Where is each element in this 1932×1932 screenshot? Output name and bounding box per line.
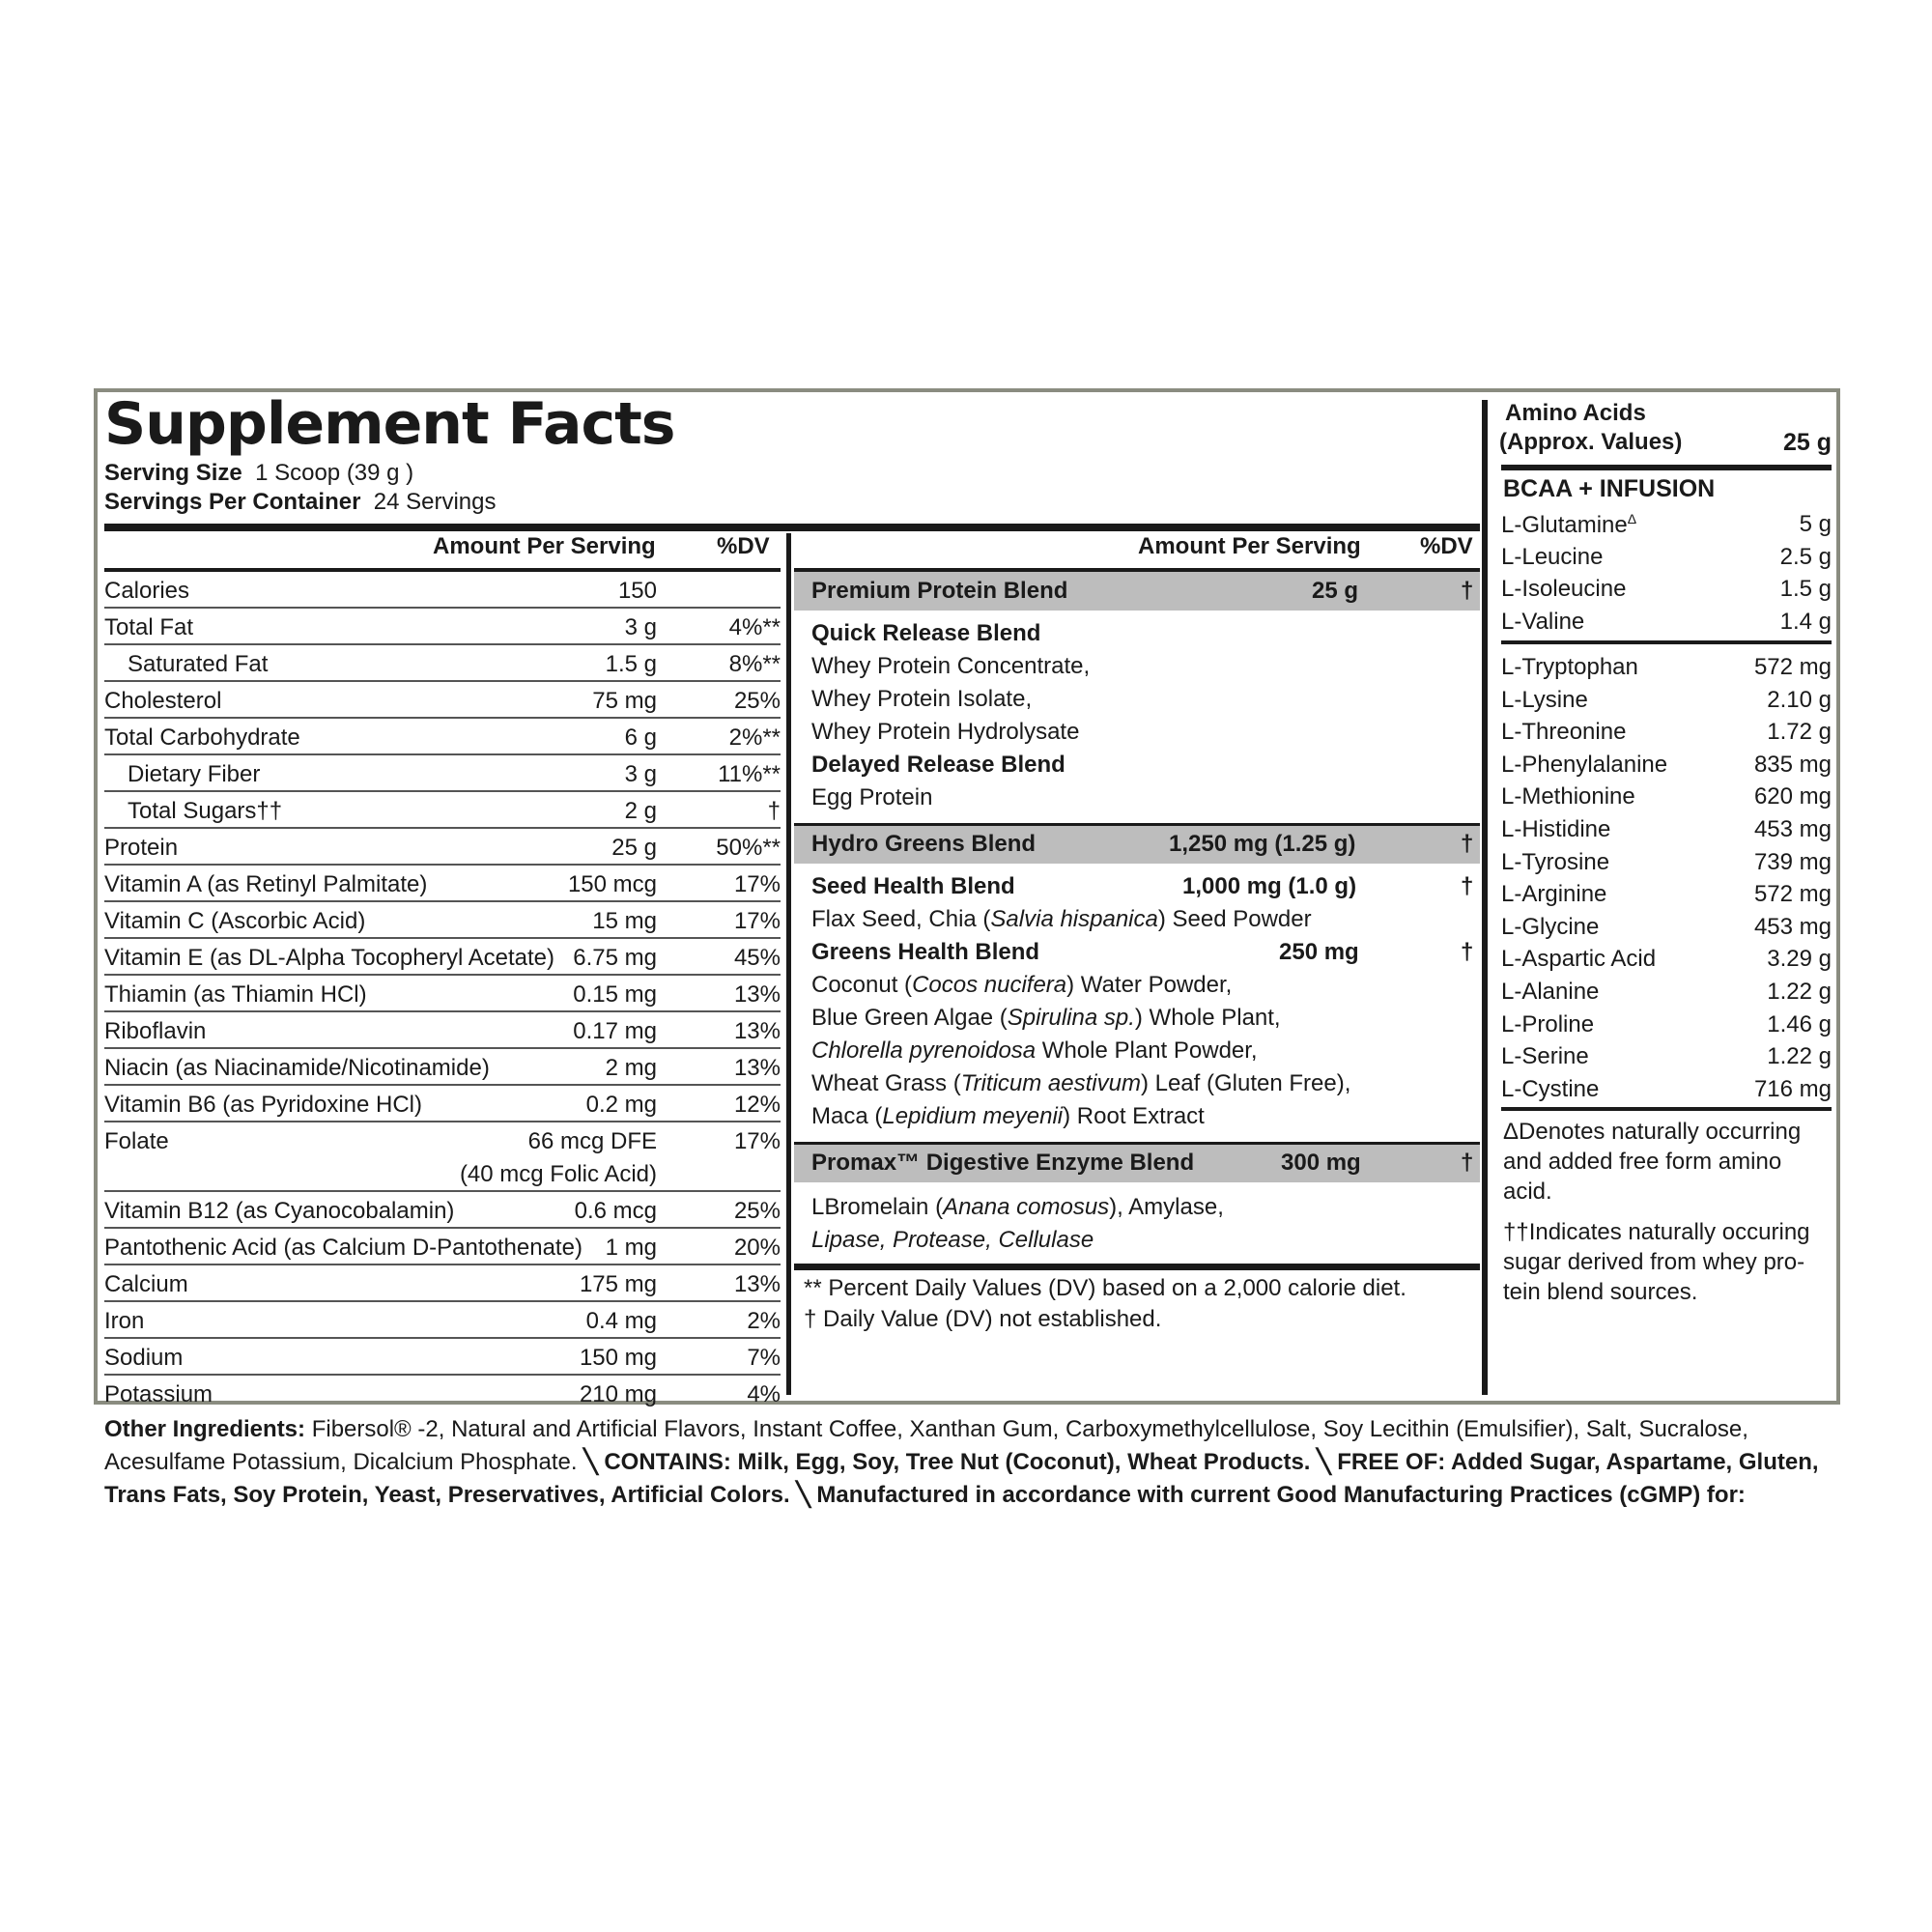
nutrient-label: Total Carbohydrate xyxy=(104,724,300,751)
nutrient-label: Calcium xyxy=(104,1271,188,1297)
nutrient-label: Vitamin C (Ascorbic Acid) xyxy=(104,908,366,934)
nutrient-dv: 13% xyxy=(733,981,781,1008)
premium-blend-name: Premium Protein Blend xyxy=(811,578,1068,604)
nutrient-label: Iron xyxy=(104,1308,145,1334)
amino-acid-name: L-Isoleucine xyxy=(1501,576,1627,602)
nutrient-label: Dietary Fiber xyxy=(128,761,261,787)
premium-blend-dv: † xyxy=(1461,578,1474,604)
nutrient-row xyxy=(104,1302,781,1339)
hydro-greens-dv: † xyxy=(1461,831,1474,857)
greens-health-dv: † xyxy=(1461,939,1474,965)
amino-note-line: ΔDenotes naturally occurring xyxy=(1503,1119,1802,1145)
header-thick-rule xyxy=(104,524,1480,531)
nutrient-row xyxy=(104,1049,781,1086)
delayed-release-title: Delayed Release Blend xyxy=(811,752,1065,778)
amino-title-2: (Approx. Values) xyxy=(1499,429,1683,455)
nutrient-row xyxy=(104,1122,781,1192)
nutrient-row xyxy=(104,609,781,645)
nutrient-dv: 2%** xyxy=(728,724,781,751)
amino-note-line: tein blend sources. xyxy=(1503,1279,1698,1305)
nutrient-amount: 2 g xyxy=(624,798,657,824)
amino-title-1: Amino Acids xyxy=(1505,400,1646,426)
amino-acid-value: 1.22 g xyxy=(1767,979,1832,1005)
delayed-release-line-1: Egg Protein xyxy=(811,784,933,810)
nutrient-dv: 25% xyxy=(733,1198,781,1224)
seed-health-name: Seed Health Blend xyxy=(811,873,1015,899)
nutrient-row xyxy=(104,682,781,719)
nutrient-amount: 150 mcg xyxy=(567,871,657,897)
amino-acid-value: 835 mg xyxy=(1753,751,1832,778)
nutrient-label: Potassium xyxy=(104,1381,213,1407)
promax-top-rule xyxy=(794,1142,1480,1145)
amino-acid-row xyxy=(1501,717,1832,749)
greens-health-amount: 250 mg xyxy=(1279,939,1359,965)
amino-acid-name: L-Glutamine$^\Delta$ xyxy=(1501,511,1637,538)
amino-note-line: ††Indicates naturally occuring xyxy=(1503,1219,1810,1245)
amino-bottom-rule xyxy=(1501,1107,1832,1111)
promax-dv: † xyxy=(1461,1150,1474,1176)
bcaa-title: BCAA + INFUSION xyxy=(1503,475,1716,502)
seed-health-ingredients: Flax Seed, Chia (Salvia hispanica) Seed Powder xyxy=(811,906,1312,932)
amino-note-line: acid. xyxy=(1503,1179,1552,1205)
amino-note-line: and added free form amino xyxy=(1503,1149,1782,1175)
mid-divider xyxy=(786,533,791,1395)
nutrient-dv: 45% xyxy=(733,945,781,971)
amino-acid-value: 1.22 g xyxy=(1767,1043,1832,1070)
footnote-dv-not-established: † Daily Value (DV) not established. xyxy=(804,1306,1162,1332)
amino-acid-row xyxy=(1501,847,1832,879)
amino-acid-name: L-Serine xyxy=(1501,1043,1589,1070)
amino-acid-row xyxy=(1501,944,1832,976)
hydro-top-rule xyxy=(794,823,1480,826)
nutrient-label: Sodium xyxy=(104,1345,184,1371)
amino-acid-name: L-Arginine xyxy=(1501,881,1607,908)
nutrient-amount: 1 mg xyxy=(605,1235,657,1261)
nutrient-dv: 50%** xyxy=(716,835,781,861)
nutrient-dv: 4% xyxy=(747,1381,781,1407)
amino-acid-value: 572 mg xyxy=(1753,881,1832,908)
footnote-thick-rule xyxy=(794,1264,1480,1270)
hydro-greens-name: Hydro Greens Blend xyxy=(811,831,1037,857)
mid-col-dv-header: %DV xyxy=(1420,533,1473,559)
amino-acid-name: L-Tyrosine xyxy=(1501,848,1610,875)
nutrient-label: Saturated Fat xyxy=(128,651,269,677)
nutrient-dv: 12% xyxy=(733,1092,781,1118)
nutrient-dv: 20% xyxy=(733,1235,781,1261)
left-col-amount-header: Amount Per Serving xyxy=(433,533,656,559)
amino-acid-row xyxy=(1501,542,1832,574)
nutrient-dv: 11%** xyxy=(718,761,781,787)
bcaa-rule xyxy=(1501,640,1832,644)
amino-acid-name: L-Threonine xyxy=(1501,719,1627,746)
nutrient-row xyxy=(104,1229,781,1265)
nutrient-dv: 2% xyxy=(747,1308,781,1334)
greens-health-name: Greens Health Blend xyxy=(811,939,1040,965)
nutrient-row xyxy=(104,939,781,976)
nutrient-amount: 210 mg xyxy=(579,1381,657,1407)
nutrient-amount: 15 mg xyxy=(592,908,657,934)
nutrient-dv: 13% xyxy=(733,1055,781,1081)
nutrient-dv: † xyxy=(767,798,781,824)
amino-acid-name: L-Alanine xyxy=(1501,979,1600,1005)
nutrient-row xyxy=(104,645,781,682)
nutrient-label: Vitamin A (as Retinyl Palmitate) xyxy=(104,871,428,897)
nutrient-amount: 6 g xyxy=(624,724,657,751)
greens-line-5: Maca (Lepidium meyenii) Root Extract xyxy=(811,1103,1205,1129)
nutrient-dv: 17% xyxy=(733,871,781,897)
amino-acid-value: 2.5 g xyxy=(1779,543,1832,570)
amino-acid-row xyxy=(1501,574,1832,606)
nutrient-amount: 6.75 mg xyxy=(573,945,657,971)
amino-title-rule xyxy=(1501,465,1832,470)
premium-blend-amount: 25 g xyxy=(1312,578,1359,604)
nutrient-amount: 25 g xyxy=(611,835,657,861)
seed-health-amount: 1,000 mg (1.0 g) xyxy=(1182,873,1357,899)
nutrient-amount: 75 mg xyxy=(592,688,657,714)
amino-acid-row xyxy=(1501,814,1832,846)
nutrient-label: Protein xyxy=(104,835,179,861)
nutrient-row xyxy=(104,719,781,755)
amino-acid-value: 453 mg xyxy=(1753,816,1832,842)
footnote-dv-diet: ** Percent Daily Values (DV) based on a 2,000 calorie diet. xyxy=(804,1275,1406,1301)
nutrient-dv: 8%** xyxy=(728,651,781,677)
nutrient-amount: 0.4 mg xyxy=(585,1308,657,1334)
nutrient-amount: 2 mg xyxy=(605,1055,657,1081)
amino-acid-name: L-Methionine xyxy=(1501,783,1635,810)
seed-health-dv: † xyxy=(1461,873,1474,899)
amino-acid-row xyxy=(1501,1041,1832,1073)
nutrient-amount: 0.6 mcg xyxy=(574,1198,657,1224)
amino-acid-value: 1.46 g xyxy=(1767,1010,1832,1037)
promax-amount: 300 mg xyxy=(1281,1150,1361,1176)
nutrient-amount: 150 mg xyxy=(579,1345,657,1371)
amino-acid-value: 1.4 g xyxy=(1779,608,1832,635)
amino-acid-value: 5 g xyxy=(1799,511,1832,537)
other-ingredients: Other Ingredients: Fibersol® -2, Natural and Artificial Flavors, Instant Coffee, Xanthan Gum, Carboxymethylcellulose, Soy Lecithin (Emulsifier), Salt, Sucralose, Acesulfame Potassium, Dicalcium Phosphate. ╲ CONTAINS: Milk, Egg, Soy, Tree Nut (Coconut), Wheat Products. ╲ FREE OF: Added Sugar, Aspartame, Gluten, Trans Fats, Soy Protein, Yeast, Preservatives, Artificial Colors. ╲ Manufactured in accordance with current Good Manufacturing Practices (cGMP) for: xyxy=(104,1416,1819,1508)
nutrient-label: Calories xyxy=(104,578,190,604)
nutrient-row xyxy=(104,1192,781,1229)
promax-line-2: Lipase, Protease, Cellulase xyxy=(811,1227,1094,1253)
nutrient-amount: 3 g xyxy=(624,614,657,640)
amino-acid-row xyxy=(1501,750,1832,781)
amino-acid-row xyxy=(1501,652,1832,684)
amino-acid-row xyxy=(1501,977,1832,1009)
nutrient-label: Vitamin B12 (as Cyanocobalamin) xyxy=(104,1198,455,1224)
amino-acid-value: 716 mg xyxy=(1753,1075,1832,1102)
quick-release-line-1: Whey Protein Concentrate, xyxy=(811,653,1091,679)
nutrient-dv: 25% xyxy=(733,688,781,714)
amino-acid-row xyxy=(1501,879,1832,911)
nutrient-amount-secondary: (40 mcg Folic Acid) xyxy=(459,1161,657,1187)
nutrient-dv: 13% xyxy=(733,1018,781,1044)
nutrient-label: Thiamin (as Thiamin HCl) xyxy=(104,981,367,1008)
amino-acid-row xyxy=(1501,781,1832,813)
promax-name: Promax™ Digestive Enzyme Blend xyxy=(811,1150,1195,1176)
amino-acid-value: 3.29 g xyxy=(1767,946,1832,973)
amino-acid-value: 572 mg xyxy=(1753,654,1832,680)
nutrient-dv: 7% xyxy=(747,1345,781,1371)
amino-acid-row xyxy=(1501,685,1832,717)
amino-acid-row xyxy=(1501,1009,1832,1041)
nutrient-row xyxy=(104,755,781,792)
amino-acid-row xyxy=(1501,607,1832,639)
hydro-greens-amount: 1,250 mg (1.25 g) xyxy=(1169,831,1356,857)
amino-acid-name: L-Leucine xyxy=(1501,543,1604,570)
amino-acid-name: L-Aspartic Acid xyxy=(1501,946,1657,973)
nutrient-row xyxy=(104,1376,781,1412)
nutrient-row xyxy=(104,866,781,902)
nutrient-dv: 17% xyxy=(733,908,781,934)
amino-acid-value: 1.5 g xyxy=(1779,576,1832,602)
amino-total: 25 g xyxy=(1783,429,1833,456)
nutrient-label: Vitamin B6 (as Pyridoxine HCl) xyxy=(104,1092,423,1118)
nutrient-amount: 1.5 g xyxy=(605,651,657,677)
quick-release-title: Quick Release Blend xyxy=(811,620,1041,646)
amino-acid-value: 620 mg xyxy=(1753,783,1832,810)
nutrient-label: Riboflavin xyxy=(104,1018,207,1044)
nutrient-row xyxy=(104,829,781,866)
nutrient-label: Folate xyxy=(104,1128,169,1154)
nutrient-label: Vitamin E (as DL-Alpha Tocopheryl Acetate) xyxy=(104,945,555,971)
nutrient-amount: 66 mcg DFE xyxy=(527,1128,657,1154)
nutrient-dv: 17% xyxy=(733,1128,781,1154)
greens-line-4: Wheat Grass (Triticum aestivum) Leaf (Gluten Free), xyxy=(811,1070,1351,1096)
amino-acid-name: L-Tryptophan xyxy=(1501,654,1638,680)
amino-acid-name: L-Glycine xyxy=(1501,913,1600,940)
nutrient-dv: 13% xyxy=(733,1271,781,1297)
left-col-dv-header: %DV xyxy=(717,533,770,559)
amino-acid-value: 739 mg xyxy=(1753,848,1832,875)
greens-line-1: Coconut (Cocos nucifera) Water Powder, xyxy=(811,972,1233,998)
nutrient-label: Total Sugars†† xyxy=(128,798,283,824)
amino-acid-name: L-Valine xyxy=(1501,608,1585,635)
nutrient-amount: 150 xyxy=(617,578,657,604)
amino-acid-row xyxy=(1501,912,1832,944)
nutrient-amount: 175 mg xyxy=(579,1271,657,1297)
nutrient-label: Total Fat xyxy=(104,614,194,640)
amino-acid-row xyxy=(1501,509,1832,541)
serving-size: Serving Size 1 Scoop (39 g ) xyxy=(104,460,414,486)
nutrient-label: Niacin (as Niacinamide/Nicotinamide) xyxy=(104,1055,490,1081)
amino-acid-name: L-Cystine xyxy=(1501,1075,1600,1102)
nutrient-row xyxy=(104,1265,781,1302)
nutrient-row xyxy=(104,572,781,609)
nutrient-row xyxy=(104,902,781,939)
amino-acid-name: L-Lysine xyxy=(1501,686,1588,713)
amino-acid-row xyxy=(1501,1074,1832,1106)
quick-release-line-2: Whey Protein Isolate, xyxy=(811,686,1033,712)
nutrient-dv: 4%** xyxy=(728,614,781,640)
amino-note-line: sugar derived from whey pro- xyxy=(1503,1249,1805,1275)
quick-release-line-3: Whey Protein Hydrolysate xyxy=(811,719,1080,745)
amino-acid-value: 453 mg xyxy=(1753,913,1832,940)
servings-per-container: Servings Per Container 24 Servings xyxy=(104,489,497,515)
amino-acid-value: 1.72 g xyxy=(1767,719,1832,746)
greens-line-2: Blue Green Algae (Spirulina sp.) Whole Plant, xyxy=(811,1005,1281,1031)
nutrient-label: Pantothenic Acid (as Calcium D-Pantothenate) xyxy=(104,1235,582,1261)
nutrient-row xyxy=(104,792,781,829)
nutrient-amount: 0.15 mg xyxy=(573,981,657,1008)
nutrient-amount: 3 g xyxy=(624,761,657,787)
mid-col-amount-header: Amount Per Serving xyxy=(1138,533,1361,559)
amino-divider xyxy=(1482,400,1488,1395)
amino-acid-name: L-Phenylalanine xyxy=(1501,751,1668,778)
panel-title: Supplement Facts xyxy=(104,390,675,458)
nutrient-row xyxy=(104,1339,781,1376)
nutrient-amount: 0.17 mg xyxy=(573,1018,657,1044)
nutrient-row xyxy=(104,1012,781,1049)
nutrient-row xyxy=(104,1086,781,1122)
amino-acid-value: 2.10 g xyxy=(1767,686,1832,713)
nutrient-row xyxy=(104,976,781,1012)
nutrient-amount: 0.2 mg xyxy=(585,1092,657,1118)
promax-line-1: LBromelain (Anana comosus), Amylase, xyxy=(811,1194,1224,1220)
amino-acid-name: L-Proline xyxy=(1501,1010,1595,1037)
amino-acid-name: L-Histidine xyxy=(1501,816,1611,842)
nutrient-label: Cholesterol xyxy=(104,688,222,714)
greens-line-3: Chlorella pyrenoidosa Whole Plant Powder, xyxy=(811,1037,1258,1064)
